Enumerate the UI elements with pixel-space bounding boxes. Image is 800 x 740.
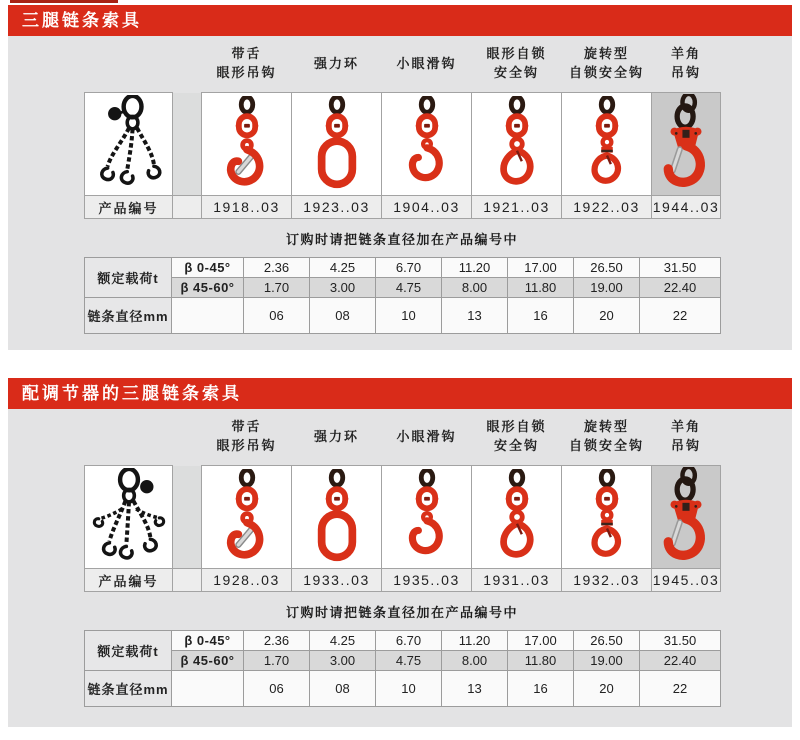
product-table bbox=[84, 36, 721, 219]
chain-diameter-value-cell: 13 bbox=[442, 671, 508, 707]
product-code-cell: 1933..03 bbox=[292, 569, 382, 592]
load-value-cell: 19.00 bbox=[574, 278, 640, 298]
load-value-cell: 4.75 bbox=[376, 278, 442, 298]
chain-diameter-value-cell: 10 bbox=[376, 298, 442, 334]
chain-diameter-value-cell: 16 bbox=[508, 298, 574, 334]
product-code-cell: 1945..03 bbox=[652, 569, 721, 592]
column-header: 眼形自锁 安全钩 bbox=[486, 419, 547, 453]
chain-diameter-value-cell: 22 bbox=[640, 671, 721, 707]
product-code-cell: 1944..03 bbox=[652, 196, 721, 219]
load-value-cell: 4.25 bbox=[310, 631, 376, 651]
sling-diagram-cell bbox=[85, 93, 173, 196]
eye-hook-with-latch-icon bbox=[218, 96, 276, 192]
column-header: 旋转型 自锁安全钩 bbox=[568, 46, 644, 80]
section-title: 三腿链条索具 bbox=[22, 11, 142, 30]
three-leg-sling-diagram-icon bbox=[87, 95, 171, 193]
load-value-cell: 6.70 bbox=[376, 631, 442, 651]
chain-diameter-value-cell: 13 bbox=[442, 298, 508, 334]
load-value-cell: 8.00 bbox=[442, 278, 508, 298]
load-value-cell: 11.20 bbox=[442, 631, 508, 651]
load-value-cell: 31.50 bbox=[640, 631, 721, 651]
load-value-cell: 4.75 bbox=[376, 651, 442, 671]
section-panel bbox=[8, 409, 792, 727]
column-header: 带舌 眼形吊钩 bbox=[216, 46, 277, 80]
chain-diameter-value-cell: 06 bbox=[244, 671, 310, 707]
chain-diameter-value-cell: 08 bbox=[310, 298, 376, 334]
rated-load-label: 额定载荷t bbox=[85, 631, 172, 671]
master-ring-icon bbox=[308, 469, 366, 565]
chain-diameter-value-cell: 16 bbox=[508, 671, 574, 707]
load-value-cell: 17.00 bbox=[508, 258, 574, 278]
load-value-cell: 26.50 bbox=[574, 631, 640, 651]
clevis-sling-hook-icon bbox=[655, 467, 717, 567]
order-note: 订购时请把链条直径加在产品编号中 bbox=[285, 232, 518, 247]
product-table bbox=[84, 409, 721, 592]
beta-0-45-label: β 0-45° bbox=[172, 258, 244, 278]
column-header: 眼形自锁 安全钩 bbox=[486, 46, 547, 80]
section-title-bar bbox=[8, 5, 792, 36]
chain-diameter-label: 链条直径mm bbox=[85, 298, 172, 334]
section-panel bbox=[8, 36, 792, 350]
beta-0-45-label: β 0-45° bbox=[172, 631, 244, 651]
load-value-cell: 22.40 bbox=[640, 278, 721, 298]
column-header: 羊角 吊钩 bbox=[670, 419, 701, 453]
column-header: 小眼滑钩 bbox=[396, 55, 457, 71]
chain-diameter-value-cell: 22 bbox=[640, 298, 721, 334]
section-title-bar bbox=[8, 378, 792, 409]
column-header: 强力环 bbox=[313, 55, 359, 71]
rating-table bbox=[84, 630, 721, 707]
master-ring-icon bbox=[308, 96, 366, 192]
chain-diameter-value-cell: 10 bbox=[376, 671, 442, 707]
small-eye-slip-hook-icon bbox=[398, 469, 456, 565]
rated-load-label: 额定载荷t bbox=[85, 258, 172, 298]
chain-diameter-value-cell: 08 bbox=[310, 671, 376, 707]
chain-diameter-label: 链条直径mm bbox=[85, 671, 172, 707]
rating-table bbox=[84, 257, 721, 334]
adjuster-three-leg-sling-diagram-icon bbox=[87, 468, 171, 566]
load-value-cell: 11.80 bbox=[508, 278, 574, 298]
chain-diameter-value-cell: 20 bbox=[574, 671, 640, 707]
load-value-cell: 1.70 bbox=[244, 278, 310, 298]
eye-self-locking-hook-icon bbox=[488, 96, 546, 192]
load-value-cell: 2.36 bbox=[244, 631, 310, 651]
column-header: 强力环 bbox=[313, 428, 359, 444]
load-value-cell: 19.00 bbox=[574, 651, 640, 671]
load-value-cell: 31.50 bbox=[640, 258, 721, 278]
beta-45-60-label: β 45-60° bbox=[172, 278, 244, 298]
beta-45-60-label: β 45-60° bbox=[172, 651, 244, 671]
product-code-label: 产品编号 bbox=[85, 569, 173, 592]
eye-hook-with-latch-icon bbox=[218, 469, 276, 565]
product-code-label: 产品编号 bbox=[85, 196, 173, 219]
small-eye-slip-hook-icon bbox=[398, 96, 456, 192]
load-value-cell: 22.40 bbox=[640, 651, 721, 671]
load-value-cell: 8.00 bbox=[442, 651, 508, 671]
product-code-cell: 1922..03 bbox=[562, 196, 652, 219]
load-value-cell: 11.80 bbox=[508, 651, 574, 671]
order-note: 订购时请把链条直径加在产品编号中 bbox=[285, 605, 518, 620]
product-code-cell: 1932..03 bbox=[562, 569, 652, 592]
section-title: 配调节器的三腿链条索具 bbox=[22, 384, 242, 403]
load-value-cell: 1.70 bbox=[244, 651, 310, 671]
column-header: 带舌 眼形吊钩 bbox=[216, 419, 277, 453]
product-code-cell: 1935..03 bbox=[382, 569, 472, 592]
column-header: 小眼滑钩 bbox=[396, 428, 457, 444]
load-value-cell: 6.70 bbox=[376, 258, 442, 278]
product-code-cell: 1921..03 bbox=[472, 196, 562, 219]
product-code-cell: 1923..03 bbox=[292, 196, 382, 219]
load-value-cell: 26.50 bbox=[574, 258, 640, 278]
load-value-cell: 11.20 bbox=[442, 258, 508, 278]
column-header: 羊角 吊钩 bbox=[670, 46, 701, 80]
chain-diameter-value-cell: 20 bbox=[574, 298, 640, 334]
clevis-sling-hook-icon bbox=[655, 94, 717, 194]
section-three-leg-chain-sling bbox=[8, 5, 792, 350]
load-value-cell: 3.00 bbox=[310, 278, 376, 298]
column-header: 旋转型 自锁安全钩 bbox=[568, 419, 644, 453]
eye-self-locking-hook-icon bbox=[488, 469, 546, 565]
swivel-self-locking-hook-icon bbox=[578, 96, 636, 192]
chain-diameter-value-cell: 06 bbox=[244, 298, 310, 334]
load-value-cell: 3.00 bbox=[310, 651, 376, 671]
load-value-cell: 4.25 bbox=[310, 258, 376, 278]
sling-diagram-cell bbox=[85, 466, 173, 569]
product-code-cell: 1918..03 bbox=[202, 196, 292, 219]
product-code-cell: 1928..03 bbox=[202, 569, 292, 592]
load-value-cell: 17.00 bbox=[508, 631, 574, 651]
product-code-cell: 1904..03 bbox=[382, 196, 472, 219]
load-value-cell: 2.36 bbox=[244, 258, 310, 278]
product-code-cell: 1931..03 bbox=[472, 569, 562, 592]
top-edge-strip bbox=[10, 0, 118, 3]
section-adjuster-three-leg-chain-sling bbox=[8, 378, 792, 727]
swivel-self-locking-hook-icon bbox=[578, 469, 636, 565]
